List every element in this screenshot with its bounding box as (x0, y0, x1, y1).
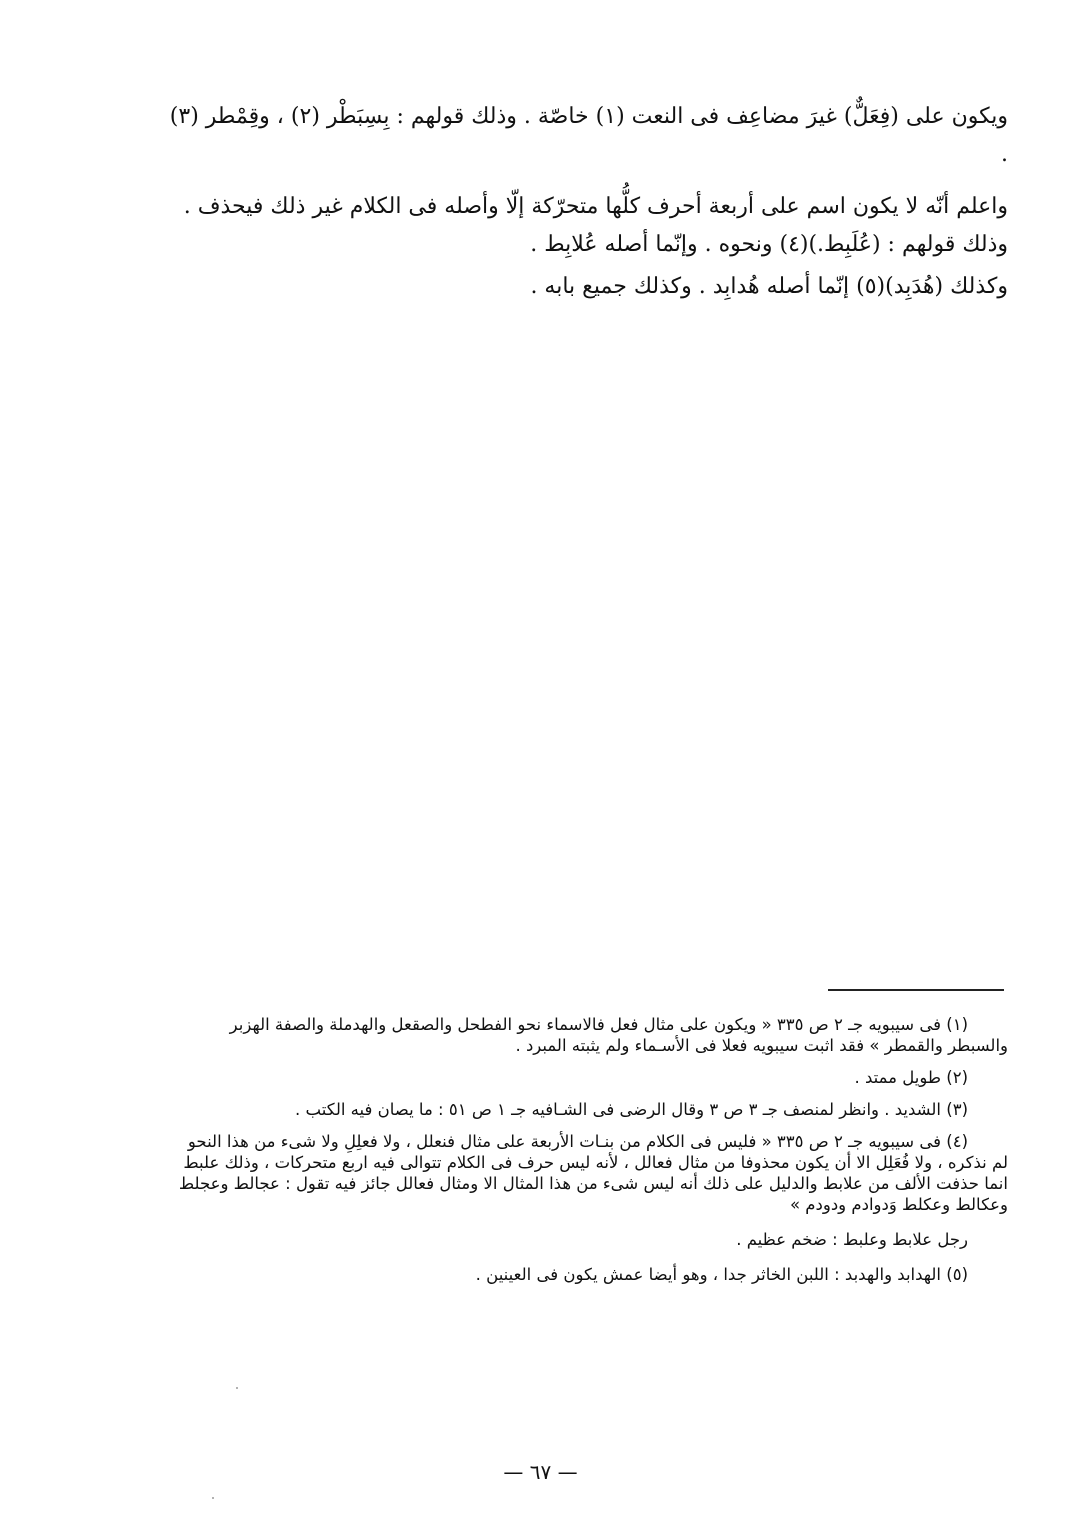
main-text (168, 98, 1008, 320)
speck-mark (212, 1497, 214, 1499)
main-paragraph-2: واعلم أنّه لا يكون اسم على أربعة أحرف كلُّها متحرّكة إلّا وأصله فى الكلام غير ذلك فيحذف . وذلك قولهم : (عُلَبِط.)(٤) ونحوه . وإنّما أصله عُلابِط . (183, 194, 1008, 257)
footnote-5: (٥) الهدابد والهدبد : اللبن الخاثر جدا ، وهو أيضا عمش يكون فى العينين . (475, 1265, 968, 1284)
footnote-1: (١) فى سيبويه جـ ٢ ص ٣٣٥ « ويكون على مثال فعل فالاسماء نحو الفطحل والصقعل والهدملة والصفة الهزبر والسبطر والقمطر » فقد اثبت سيبويه فعلا فى الأسـماء ولم يثبته المبرد . (229, 1015, 1008, 1055)
footnote-3: (٣) الشديد . وانظر لمنصف جـ ٣ ص ٣ وقال الرضى فى الشـافيه جـ ١ ص ٥١ : ما يصان فيه الكتب . (295, 1100, 968, 1119)
footnote-2: (٢) طويل ممتد . (854, 1068, 968, 1087)
main-paragraph-1: ويكون على (فِعَلٌّ) غيرَ مضاعِف فى النعت (١) خاصّة . وذلك قولهم : بِسِبَطْر (٢) ، وقِمْطر (٣) . (169, 104, 1008, 167)
page-number: — ٦٧ — (503, 1460, 578, 1484)
speck-mark (236, 1387, 238, 1389)
footnote-separator (828, 989, 1004, 991)
footnote-4: (٤) فى سيبويه جـ ٢ ص ٣٣٥ « فليس فى الكلام من بنـات الأربعة على مثال فنعلل ، ولا فعلِلِ ولا شىء من هذا النحو لم نذكره ، ولا فُعَلِل الا أن يكون محذوفا من مثال فعالل ، لأنه ليس حرف فى الكلام تتوالى فيه اربع متحركات ، وذلك علبط انما حذفت الألف من علابط والدليل على ذلك أنه ليس شىء من هذا المثال الا ومثال فعالل جائز فيه تقول : عجالط وعجلط وعكالط وعكلط وَدوادم ودودم » (178, 1132, 1008, 1214)
main-paragraph-3: وكذلك (هُدَبِد)(٥) إنّما أصله هُدابِد . وكذلك جميع بابه . (530, 274, 1008, 299)
footnotes (168, 1014, 1008, 1296)
footnote-4-gloss: رجل علابط وعلبط : ضخم عظيم . (736, 1230, 968, 1249)
